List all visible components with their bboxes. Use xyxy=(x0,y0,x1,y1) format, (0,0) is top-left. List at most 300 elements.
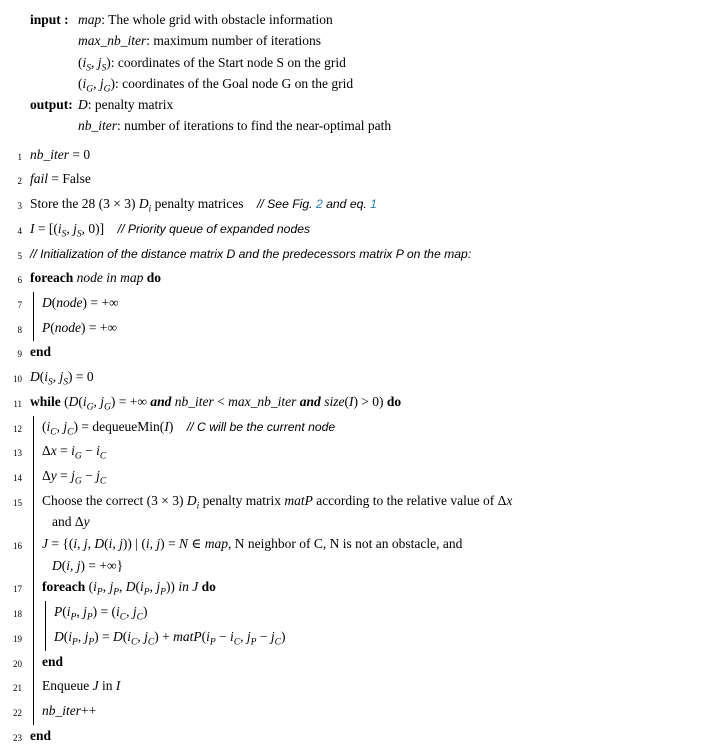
text-segment: = xyxy=(56,443,72,459)
text-segment: foreach xyxy=(42,579,89,595)
text-segment: G xyxy=(74,476,82,487)
text-segment: y xyxy=(83,514,90,530)
text-segment: nb_iter xyxy=(174,393,214,409)
text-segment: j xyxy=(71,467,75,483)
text-segment: , xyxy=(149,536,157,552)
text-segment: C xyxy=(99,451,107,462)
line-number: 22 xyxy=(13,707,22,718)
text-segment: , xyxy=(52,369,60,385)
text-segment: i xyxy=(68,628,73,644)
text-segment: j xyxy=(109,579,114,595)
text-segment: j xyxy=(83,604,87,620)
text-segment: P xyxy=(250,637,257,648)
algorithm-line xyxy=(8,317,699,342)
line-content xyxy=(30,218,699,243)
line-number: 10 xyxy=(13,374,22,385)
text-segment: S xyxy=(86,63,92,74)
line-content xyxy=(30,725,699,749)
text-segment: ) xyxy=(142,604,148,620)
line-content xyxy=(42,576,699,601)
line-number: 5 xyxy=(17,250,22,261)
text-segment: ) = 0 xyxy=(68,369,94,385)
line-number: 21 xyxy=(13,683,22,694)
text-segment: i xyxy=(82,75,87,91)
text-segment: = xyxy=(56,467,72,483)
text-segment: ( xyxy=(63,628,69,644)
text-segment: i xyxy=(108,536,113,552)
text-segment: ) = +∞ xyxy=(110,393,151,409)
line-number: 4 xyxy=(17,225,22,236)
text-segment: max_nb_iter xyxy=(228,393,297,409)
line-content xyxy=(30,267,699,292)
text-segment: S xyxy=(48,377,53,388)
block-indent-bar xyxy=(45,626,54,651)
text-segment: // Initialization of the distance matrix D and the predecessors matrix P on the map: xyxy=(30,246,472,261)
text-segment: = {( xyxy=(48,536,74,552)
text-segment: = 0 xyxy=(69,146,91,162)
text-segment: j xyxy=(156,579,161,595)
text-segment: i xyxy=(196,501,200,512)
text-segment: i xyxy=(82,393,87,409)
text-segment: map xyxy=(204,536,229,552)
algorithm-line xyxy=(8,626,699,651)
text-segment: D xyxy=(94,536,105,552)
text-segment: D xyxy=(52,557,62,573)
line-content xyxy=(42,490,699,533)
text-segment: penalty matrix xyxy=(199,492,285,508)
text-segment: node in map xyxy=(76,270,144,286)
text-segment: ) > 0) xyxy=(353,393,387,409)
block-indent-bar xyxy=(33,490,42,533)
text-segment: D xyxy=(138,196,149,212)
text-segment: j xyxy=(73,220,77,236)
line-number: 9 xyxy=(17,349,22,360)
line-number: 20 xyxy=(13,658,22,669)
text-segment: ( xyxy=(78,393,83,409)
text-segment: ) xyxy=(280,628,286,644)
text-segment: )) | ( xyxy=(122,536,146,552)
text-segment: P xyxy=(143,588,150,599)
text-segment: i xyxy=(93,579,97,595)
block-indent-bar xyxy=(33,576,42,601)
io-keyword xyxy=(30,30,78,51)
line-content xyxy=(42,292,699,317)
text-segment: i xyxy=(140,579,144,595)
text-segment: P xyxy=(96,588,103,599)
line-content xyxy=(30,391,699,416)
text-segment: size xyxy=(324,393,345,409)
text-segment: ( xyxy=(39,369,45,385)
text-segment: j xyxy=(132,604,137,620)
text-segment: , xyxy=(149,579,157,595)
algorithm-line xyxy=(8,144,699,169)
text-segment: // Priority queue of expanded nodes xyxy=(104,221,311,236)
text-segment: and eq. xyxy=(322,197,371,212)
text-segment: in xyxy=(178,579,189,595)
text-segment: Enqueue xyxy=(42,678,93,694)
line-content xyxy=(30,366,699,391)
text-segment: j xyxy=(63,418,68,434)
text-segment: ) = dequeueMin( xyxy=(73,418,165,434)
text-segment: and Δ xyxy=(52,514,84,530)
text-segment: ) = xyxy=(160,536,179,552)
line-number: 3 xyxy=(17,201,22,212)
text-segment: P xyxy=(70,612,77,623)
header-row xyxy=(8,30,699,51)
text-segment: nb_iter xyxy=(42,702,81,718)
text-segment: i xyxy=(71,443,75,459)
line-number: 13 xyxy=(13,448,22,459)
text-segment: : The whole grid with obstacle information xyxy=(101,12,333,27)
line-content xyxy=(42,675,699,700)
line-number: 14 xyxy=(13,472,22,483)
algorithm-line xyxy=(8,725,699,749)
text-segment: G xyxy=(74,451,82,462)
text-segment: P xyxy=(42,319,51,335)
text-segment: i xyxy=(116,604,120,620)
line-number: 17 xyxy=(13,584,22,595)
text-segment: D xyxy=(42,295,52,310)
text-segment: : number of iterations to find the near-optimal path xyxy=(117,118,392,134)
text-segment: ) = +∞ xyxy=(82,295,119,310)
text-segment: )) xyxy=(165,579,179,595)
reference-link[interactable]: 2 xyxy=(315,197,323,212)
text-segment: N xyxy=(179,536,189,552)
text-segment: j xyxy=(99,75,104,91)
algorithm-line xyxy=(8,651,699,676)
text-segment: C xyxy=(233,637,241,648)
text-segment: ): coordinates of the Start node S on the grid xyxy=(106,54,346,70)
algorithm-line xyxy=(8,416,699,441)
text-segment: do xyxy=(201,579,216,595)
text-segment: , xyxy=(93,393,101,409)
text-segment: node xyxy=(56,295,83,310)
text-segment: map xyxy=(78,12,102,27)
text-segment: ) = +∞ xyxy=(81,319,118,335)
text-segment: ( xyxy=(344,393,349,409)
algorithm-line xyxy=(8,700,699,725)
text-segment: ) + xyxy=(154,628,174,644)
text-segment: node xyxy=(54,319,81,335)
text-segment: j xyxy=(59,369,64,385)
block-indent-bar xyxy=(33,700,42,725)
line-content xyxy=(42,700,699,725)
text-segment: i xyxy=(230,628,234,644)
header-text xyxy=(78,115,699,136)
text-segment: nb_iter xyxy=(78,118,117,134)
text-segment: y xyxy=(50,467,57,483)
text-segment: , xyxy=(126,604,133,620)
text-segment: j xyxy=(83,536,88,552)
text-segment: i xyxy=(44,369,49,385)
text-segment: ( xyxy=(61,557,67,573)
algorithm-line xyxy=(8,440,699,465)
text-segment: , xyxy=(137,628,145,644)
block-indent-bar xyxy=(33,675,42,700)
text-segment: P xyxy=(88,637,95,648)
line-number: 7 xyxy=(17,300,22,310)
io-keyword xyxy=(30,73,78,94)
algorithm-line xyxy=(8,391,699,416)
block-indent-bar xyxy=(33,601,42,626)
text-segment: i xyxy=(66,557,71,573)
text-segment: D xyxy=(30,369,40,385)
text-segment: matP xyxy=(284,492,313,508)
text-segment: Δ xyxy=(42,467,51,483)
text-segment: // C will be the current node xyxy=(173,419,336,434)
text-segment: G xyxy=(86,84,94,95)
io-keyword xyxy=(30,115,78,136)
text-segment: Choose the correct (3 × 3) xyxy=(42,492,187,508)
text-segment: j xyxy=(76,557,81,573)
text-segment: i xyxy=(96,443,100,459)
text-segment: ( xyxy=(50,319,55,335)
line-content xyxy=(30,144,699,169)
text-segment: , 0)] xyxy=(81,220,105,236)
algorithm-line xyxy=(8,675,699,700)
line-content xyxy=(30,168,699,193)
text-segment: j xyxy=(246,628,251,644)
text-segment: G xyxy=(104,402,111,413)
text-segment: i xyxy=(206,628,210,644)
text-segment: C xyxy=(131,637,138,648)
text-segment: S xyxy=(101,63,107,74)
algorithm-line xyxy=(8,533,699,576)
text-segment: and xyxy=(150,393,172,409)
text-segment: ( xyxy=(104,536,109,552)
text-segment: ) = xyxy=(94,628,114,644)
text-segment: D xyxy=(78,97,88,113)
text-segment: ( xyxy=(135,579,141,595)
text-segment: J xyxy=(192,579,199,595)
block-indent-bar xyxy=(33,465,42,490)
text-segment: ( xyxy=(51,295,57,310)
text-segment: C xyxy=(147,637,155,648)
line-content xyxy=(42,651,699,676)
text-segment: max_nb_iter xyxy=(78,33,147,49)
line-content xyxy=(30,193,699,218)
text-segment: ( xyxy=(64,393,69,409)
text-segment: S xyxy=(63,377,69,388)
text-segment: = [( xyxy=(34,220,58,236)
text-segment: P xyxy=(160,588,166,599)
line-content xyxy=(30,243,699,268)
reference-link[interactable]: 1 xyxy=(370,197,377,212)
io-header xyxy=(8,9,699,137)
io-keyword xyxy=(30,52,78,73)
text-segment: : penalty matrix xyxy=(87,97,174,113)
line-content xyxy=(42,416,699,441)
text-segment: ( xyxy=(201,628,207,644)
text-segment: Δ xyxy=(42,443,51,459)
text-segment: penalty matrices xyxy=(151,196,244,212)
text-segment: i xyxy=(57,220,62,236)
text-segment: − xyxy=(81,443,97,459)
line-content xyxy=(42,465,699,490)
text-segment: , xyxy=(119,579,126,595)
text-segment: , xyxy=(93,75,100,91)
io-keyword: output: xyxy=(30,97,73,113)
algorithm-line xyxy=(8,292,699,317)
text-segment: J xyxy=(92,678,99,694)
text-segment: D xyxy=(68,393,79,409)
text-segment: I xyxy=(115,678,121,694)
text-segment: C xyxy=(50,427,57,438)
text-segment: − xyxy=(215,628,231,644)
block-indent-bar xyxy=(33,533,42,576)
text-segment: ) = +∞} xyxy=(80,557,124,573)
text-segment: P xyxy=(209,637,216,648)
text-segment: < xyxy=(213,393,229,409)
line-number: 12 xyxy=(13,423,22,434)
text-segment: P xyxy=(54,604,63,620)
text-segment: end xyxy=(30,727,52,743)
text-segment: = False xyxy=(48,171,91,187)
text-segment: ( xyxy=(122,628,128,644)
text-segment: I xyxy=(348,393,354,409)
text-segment: ( xyxy=(62,604,67,620)
text-segment: C xyxy=(136,612,143,623)
text-segment: I xyxy=(30,220,35,236)
text-segment: ( xyxy=(42,418,47,434)
text-segment: , xyxy=(91,54,98,70)
text-segment: i xyxy=(46,418,51,434)
text-segment: j xyxy=(270,628,275,644)
text-segment: nb_iter xyxy=(30,146,69,162)
text-segment: and xyxy=(299,393,321,409)
header-row xyxy=(8,115,699,136)
block-indent-bar xyxy=(33,440,42,465)
line-number: 23 xyxy=(13,732,22,743)
text-segment: , xyxy=(56,418,64,434)
line-content xyxy=(42,440,699,465)
line-number: 18 xyxy=(13,609,22,620)
text-segment: // See Fig. xyxy=(243,197,316,212)
text-segment: according to the relative value of Δ xyxy=(312,492,507,508)
text-segment: I xyxy=(164,418,169,434)
algorithm-line xyxy=(8,168,699,193)
text-segment: i xyxy=(145,536,150,552)
text-segment: P xyxy=(72,637,78,648)
text-segment: Store the 28 (3 × 3) xyxy=(30,196,139,212)
text-segment: C xyxy=(99,476,107,487)
line-content xyxy=(42,533,699,576)
text-segment: , xyxy=(102,579,110,595)
text-segment: i xyxy=(148,204,152,215)
block-indent-bar xyxy=(33,317,42,342)
line-content xyxy=(54,626,699,651)
text-segment: , xyxy=(112,536,120,552)
line-number: 11 xyxy=(13,398,22,409)
text-segment: C xyxy=(274,637,281,648)
text-segment: G xyxy=(103,84,111,95)
text-segment: j xyxy=(100,393,105,409)
text-segment: C xyxy=(67,427,74,438)
text-segment: x xyxy=(50,443,57,459)
header-row xyxy=(8,52,699,73)
text-segment: ): coordinates of the Goal node G on the grid xyxy=(110,75,354,91)
algorithm-line xyxy=(8,601,699,626)
text-segment: P xyxy=(86,612,93,623)
text-segment: D xyxy=(125,579,136,595)
block-indent-bar xyxy=(33,292,42,317)
line-content xyxy=(54,601,699,626)
io-keyword: input : xyxy=(30,12,69,27)
algorithm-line xyxy=(8,218,699,243)
text-segment: − xyxy=(81,467,97,483)
line-number: 2 xyxy=(17,176,22,187)
text-segment: ( xyxy=(78,75,83,91)
algorithm-line xyxy=(8,490,699,533)
text-segment: end xyxy=(30,344,52,360)
text-segment: D xyxy=(113,628,123,644)
text-segment: matP xyxy=(173,628,202,644)
text-segment: , xyxy=(87,536,95,552)
text-segment: , xyxy=(66,220,74,236)
line-number: 15 xyxy=(13,497,22,508)
text-segment: do xyxy=(386,393,402,409)
header-text xyxy=(78,52,699,73)
text-segment: x xyxy=(506,492,513,508)
text-segment: S xyxy=(76,229,82,240)
algorithm-lines xyxy=(8,144,699,749)
block-indent-bar xyxy=(33,651,42,676)
header-row xyxy=(8,94,699,115)
text-segment: , xyxy=(77,628,85,644)
block-indent-bar xyxy=(45,601,54,626)
text-segment: D xyxy=(186,492,197,508)
line-number: 19 xyxy=(13,633,22,644)
text-segment: j xyxy=(119,536,123,552)
algorithm-line xyxy=(8,341,699,366)
text-segment: ( xyxy=(78,54,83,70)
text-segment: while xyxy=(30,393,65,409)
text-segment: fail xyxy=(30,171,49,187)
text-segment: , xyxy=(76,604,84,620)
text-segment: ) xyxy=(168,418,174,434)
text-segment: i xyxy=(82,54,87,70)
header-text xyxy=(78,9,699,30)
algorithm-line xyxy=(8,267,699,292)
header-row xyxy=(8,9,699,30)
block-indent-bar xyxy=(33,416,42,441)
algorithm-line xyxy=(8,366,699,391)
text-segment: , xyxy=(70,557,77,573)
text-segment: do xyxy=(143,270,162,286)
text-segment: ++ xyxy=(81,702,97,718)
text-segment: ( xyxy=(88,579,94,595)
text-segment: i xyxy=(73,536,78,552)
text-segment: − xyxy=(256,628,271,644)
text-segment: D xyxy=(54,628,64,644)
text-segment: : maximum number of iterations xyxy=(146,33,321,49)
text-segment: foreach xyxy=(30,270,77,286)
text-segment: i xyxy=(66,604,71,620)
text-segment: G xyxy=(86,402,94,413)
text-segment: , N neighbor of C, N is not an obstacle, and xyxy=(228,536,463,552)
text-segment: C xyxy=(119,612,127,623)
text-segment: ) = ( xyxy=(92,604,117,620)
line-content xyxy=(42,317,699,342)
text-segment: S xyxy=(61,229,67,240)
header-text xyxy=(78,94,699,115)
text-segment: in xyxy=(98,678,116,694)
text-segment: P xyxy=(113,588,120,599)
line-number: 1 xyxy=(17,151,22,162)
text-segment: , xyxy=(240,628,247,644)
header-row xyxy=(8,73,699,94)
text-segment: j xyxy=(97,54,102,70)
